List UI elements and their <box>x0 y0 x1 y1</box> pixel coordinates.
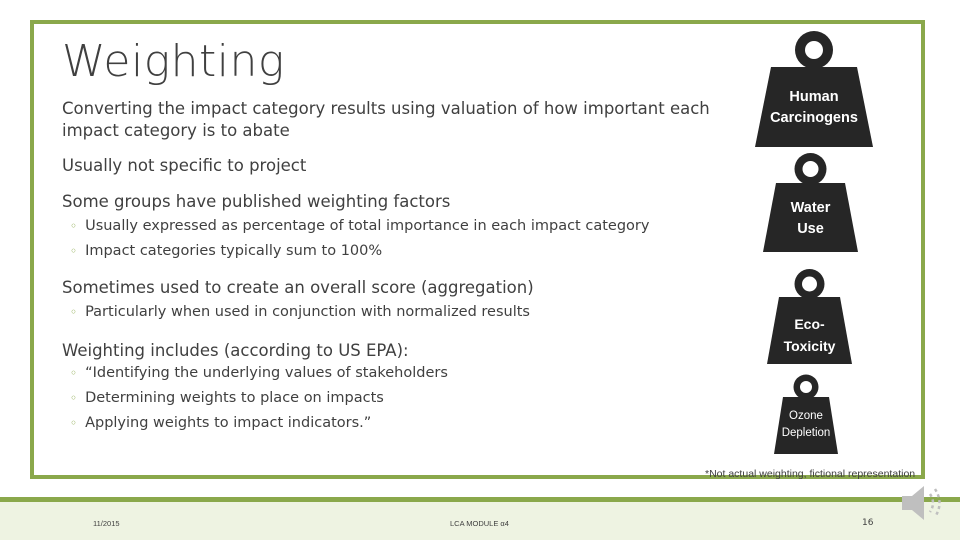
sub-bullet-text: Usually expressed as percentage of total importance in each impact category <box>85 218 650 234</box>
bullet-dot: ◦ <box>70 416 78 430</box>
speaker-icon <box>898 478 948 528</box>
sub-bullet-text: Particularly when used in conjunction with normalized results <box>85 304 530 320</box>
bullet-dot: ◦ <box>70 305 78 319</box>
weight-label-line: Carcinogens <box>770 110 858 126</box>
bullet-dot: ◦ <box>70 391 78 405</box>
sub-bullet-text: Determining weights to place on impacts <box>85 390 384 406</box>
weight-label-line: Ozone <box>789 410 823 422</box>
weight-label-line: Use <box>797 221 824 237</box>
sub-bullet-normalized <box>70 300 530 325</box>
sub-bullet-stakeholders <box>70 361 448 386</box>
weight-label <box>774 408 838 442</box>
weight-label-line: Human <box>789 89 839 105</box>
sub-bullet-text: Applying weights to impact indicators.” <box>85 415 372 431</box>
sub-bullet-percentage <box>70 214 649 239</box>
weight-label-line: Eco- <box>794 316 825 332</box>
slide-title: Weighting <box>62 36 285 87</box>
weight-human-carcinogens <box>755 30 873 147</box>
page-number: 16 <box>862 518 874 528</box>
weight-label-line: Water <box>790 200 831 216</box>
weight-ozone-depletion <box>774 374 838 454</box>
sub-bullet-determining <box>70 386 384 411</box>
sub-bullet-text: “Identifying the underlying values of stakeholders <box>85 365 448 381</box>
bullet-dot: ◦ <box>70 219 78 233</box>
sub-bullet-text: Impact categories typically sum to 100% <box>85 243 383 259</box>
footnote: *Not actual weighting, fictional representation <box>705 468 916 480</box>
bullet-published-factors: Some groups have published weighting factors <box>62 192 451 211</box>
footer-date: 11/2015 <box>93 519 120 528</box>
weight-label <box>763 198 858 240</box>
audio-button[interactable] <box>898 478 948 532</box>
weight-label <box>767 313 852 357</box>
footer-module: LCA MODULE α4 <box>450 519 509 528</box>
bullet-epa: Weighting includes (according to US EPA): <box>62 341 409 360</box>
bullet-dot: ◦ <box>70 366 78 380</box>
weight-label-line: Toxicity <box>783 338 836 354</box>
bullet-not-specific: Usually not specific to project <box>62 156 307 175</box>
sub-bullet-applying <box>70 411 371 436</box>
weight-water-use <box>763 152 858 252</box>
weight-label <box>755 87 873 129</box>
weight-label-line: Depletion <box>781 427 831 439</box>
bullet-overall-score: Sometimes used to create an overall score (aggregation) <box>62 278 534 297</box>
sub-bullet-sum <box>70 239 382 264</box>
weight-eco-toxicity <box>767 268 852 364</box>
bullet-converting: Converting the impact category results using valuation of how important each impact category is to abate <box>62 99 710 140</box>
footer-divider <box>0 497 960 502</box>
bullet-dot: ◦ <box>70 244 78 258</box>
